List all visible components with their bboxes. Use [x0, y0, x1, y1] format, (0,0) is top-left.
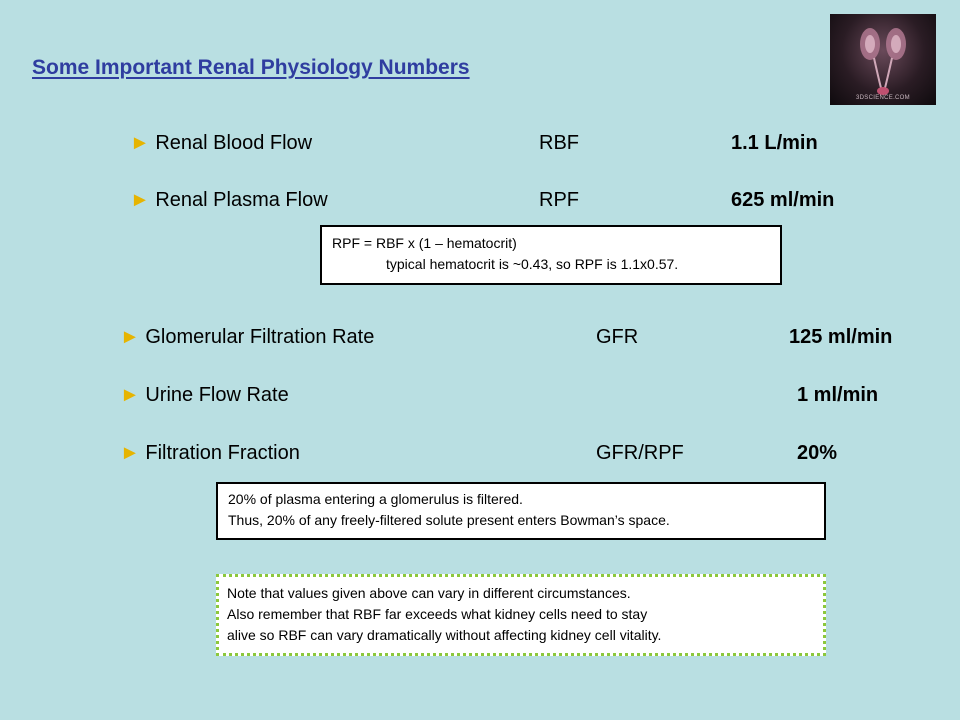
- row-abbr: GFR/RPF: [596, 442, 684, 464]
- row-abbr: GFR: [596, 326, 639, 348]
- note-line: alive so RBF can vary dramatically without affecting kidney cell vitality.: [227, 627, 662, 643]
- row-urine-flow-rate: [120, 383, 920, 407]
- row-abbr: RBF: [539, 132, 579, 154]
- kidney-logo-image: [830, 14, 936, 105]
- note-line: Note that values given above can vary in different circumstances.: [227, 585, 631, 601]
- page-title: Some Important Renal Physiology Numbers: [32, 56, 470, 79]
- row-value: 125 ml/min: [789, 326, 893, 348]
- bullet-arrow-icon: ►: [120, 326, 140, 348]
- bullet-arrow-icon: ►: [120, 442, 140, 464]
- bullet-arrow-icon: ►: [120, 384, 140, 406]
- box-line: Thus, 20% of any freely-filtered solute present enters Bowman’s space.: [228, 512, 670, 528]
- filtration-fraction-box: [216, 482, 826, 540]
- row-renal-blood-flow: [130, 131, 850, 155]
- row-label: ► Filtration Fraction: [120, 442, 300, 464]
- row-label: ► Glomerular Filtration Rate: [120, 326, 375, 348]
- row-label: ► Renal Blood Flow: [130, 132, 313, 154]
- note-line: Also remember that RBF far exceeds what kidney cells need to stay: [227, 606, 648, 622]
- row-label: ► Urine Flow Rate: [120, 384, 289, 406]
- rpf-formula-box: [320, 225, 782, 285]
- row-renal-plasma-flow: [130, 188, 870, 212]
- formula-line: RPF = RBF x (1 – hematocrit): [332, 235, 517, 251]
- formula-note-line: typical hematocrit is ~0.43, so RPF is 1.1x0.57.: [386, 256, 679, 272]
- row-gfr: [120, 325, 920, 349]
- row-filtration-fraction: [120, 441, 920, 465]
- row-value: 1 ml/min: [797, 384, 879, 406]
- kidney-icon: [830, 14, 936, 105]
- box-line: 20% of plasma entering a glomerulus is filtered.: [228, 491, 523, 507]
- row-label: ► Renal Plasma Flow: [130, 189, 328, 211]
- bullet-arrow-icon: ►: [130, 132, 150, 154]
- row-value: 625 ml/min: [731, 189, 835, 211]
- note-box: [216, 574, 826, 656]
- row-abbr: RPF: [539, 189, 579, 211]
- logo-text: 3DSCIENCE.COM: [856, 95, 910, 101]
- row-value: 1.1 L/min: [731, 132, 818, 154]
- bullet-arrow-icon: ►: [130, 189, 150, 211]
- row-value: 20%: [797, 442, 838, 464]
